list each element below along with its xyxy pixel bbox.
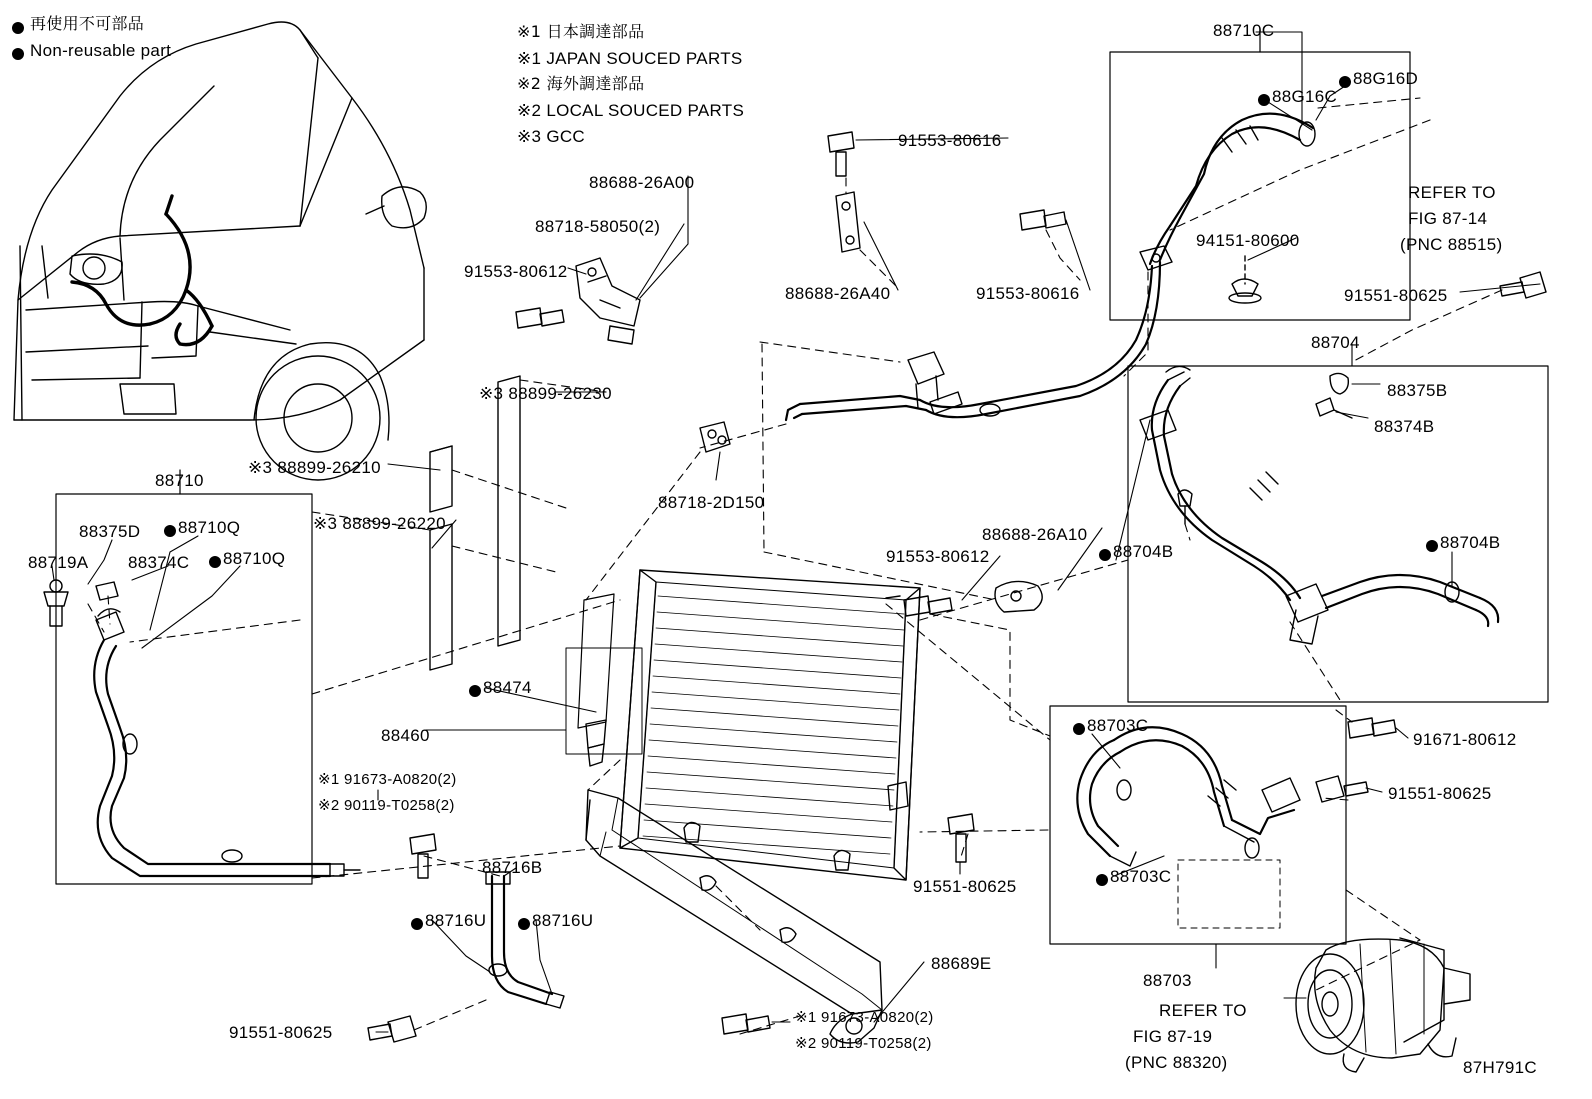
note-group-left-line2: ※2 90119-T0258(2) [318, 797, 455, 814]
refer-to-8719-line1: REFER TO [1159, 1001, 1247, 1020]
callout-88688-26a10: 88688-26A10 [982, 525, 1088, 544]
callout-88899-26230: ※3 88899-26230 [479, 384, 612, 403]
note-line-1: ※1 日本調達部品 [517, 22, 645, 41]
callout-88460: 88460 [381, 726, 430, 745]
callout-91551-80625-bottomleft: 91551-80625 [229, 1023, 333, 1042]
note-line-5: ※3 GCC [517, 127, 585, 146]
nonreusable-dot-88g16d [1339, 76, 1351, 88]
callout-88703c-1: 88703C [1087, 716, 1149, 735]
callout-88718-58050: 88718-58050(2) [535, 217, 661, 236]
nonreusable-dot-88g16c [1258, 94, 1270, 106]
note-group-bottom-line2: ※2 90119-T0258(2) [795, 1035, 932, 1052]
callout-88374c: 88374C [128, 553, 190, 572]
nonreusable-dot-88710q-2 [209, 556, 221, 568]
refer-to-8714-line2: FIG 87-14 [1408, 209, 1488, 228]
callout-88688-26a00: 88688-26A00 [589, 173, 695, 192]
box-88703 [1050, 706, 1346, 944]
callout-88704b-1: 88704B [1113, 542, 1174, 561]
nonreusable-dot-88710q-1 [164, 525, 176, 537]
callout-88375b: 88375B [1387, 381, 1448, 400]
callout-91551-80625-right: 91551-80625 [1388, 784, 1492, 803]
legend-label-jp: 再使用不可部品 [30, 14, 145, 33]
refer-to-8714-line3: (PNC 88515) [1400, 235, 1503, 254]
nonreusable-dot-88704b-2 [1426, 540, 1438, 552]
callout-91553-80616-mid: 91553-80616 [976, 284, 1080, 303]
refer-to-8719-line2: FIG 87-19 [1133, 1027, 1213, 1046]
callout-88703: 88703 [1143, 971, 1192, 990]
hose-88716b [486, 872, 564, 1008]
callout-91551-80625-center: 91551-80625 [913, 877, 1017, 896]
callout-88710c: 88710C [1213, 21, 1275, 40]
callout-91671-80612: 91671-80612 [1413, 730, 1517, 749]
callout-88710: 88710 [155, 471, 204, 490]
nonreusable-dot-88474 [469, 685, 481, 697]
sheet-code: 87H791C [1463, 1058, 1537, 1077]
note-group-left-line1: ※1 91673-A0820(2) [318, 771, 457, 788]
callout-88374b: 88374B [1374, 417, 1435, 436]
note-group-bottom-line1: ※1 91673-A0820(2) [795, 1009, 934, 1026]
part-94151-grommet [1229, 256, 1261, 303]
callout-88716u-2: 88716U [532, 911, 594, 930]
callout-88704b-2: 88704B [1440, 533, 1501, 552]
legend-dot-en [12, 48, 24, 60]
callout-88703c-2: 88703C [1110, 867, 1172, 886]
callout-88719a: 88719A [28, 553, 89, 572]
legend-label-en: Non-reusable part [30, 41, 172, 60]
legend-dot-jp [12, 22, 24, 34]
callout-88704: 88704 [1311, 333, 1360, 352]
callout-88375d: 88375D [79, 522, 141, 541]
refer-to-8714-line1: REFER TO [1408, 183, 1496, 202]
callout-91553-80612-mid: 91553-80612 [886, 547, 990, 566]
note-line-2: ※1 JAPAN SOUCED PARTS [517, 49, 743, 68]
nonreusable-dot-88703c-2 [1096, 874, 1108, 886]
leader-lines [52, 32, 1540, 1032]
note-line-4: ※2 LOCAL SOUCED PARTS [517, 101, 745, 120]
callout-91551-80625-topright: 91551-80625 [1344, 286, 1448, 305]
callout-88899-26220: ※3 88899-26220 [313, 514, 446, 533]
callout-94151-80600: 94151-80600 [1196, 231, 1300, 250]
callout-88710q-1: 88710Q [178, 518, 241, 537]
callout-91553-80612-left: 91553-80612 [464, 262, 568, 281]
callout-91553-80616-top: 91553-80616 [898, 131, 1002, 150]
bracket-88689e [586, 790, 882, 1043]
nonreusable-dot-88703c-1 [1073, 723, 1085, 735]
callout-88716b: 88716B [482, 858, 543, 877]
callout-88474: 88474 [483, 678, 532, 697]
nonreusable-dot-88704b-1 [1099, 549, 1111, 561]
callout-88716u-1: 88716U [425, 911, 487, 930]
callout-88g16c: 88G16C [1272, 87, 1338, 106]
callout-88899-26210: ※3 88899-26210 [248, 458, 381, 477]
callout-88718-2d150: 88718-2D150 [658, 493, 765, 512]
callout-88688-26a40: 88688-26A40 [785, 284, 891, 303]
vehicle-illustration [14, 22, 426, 480]
condenser-88460 [566, 570, 920, 880]
note-line-3: ※2 海外調達部品 [517, 74, 645, 93]
nonreusable-dot-88716u-1 [411, 918, 423, 930]
callout-88689e: 88689E [931, 954, 992, 973]
callout-88710q-2: 88710Q [223, 549, 286, 568]
callout-88g16d: 88G16D [1353, 69, 1419, 88]
refer-to-8719-line3: (PNC 88320) [1125, 1053, 1228, 1072]
nonreusable-dot-88716u-2 [518, 918, 530, 930]
